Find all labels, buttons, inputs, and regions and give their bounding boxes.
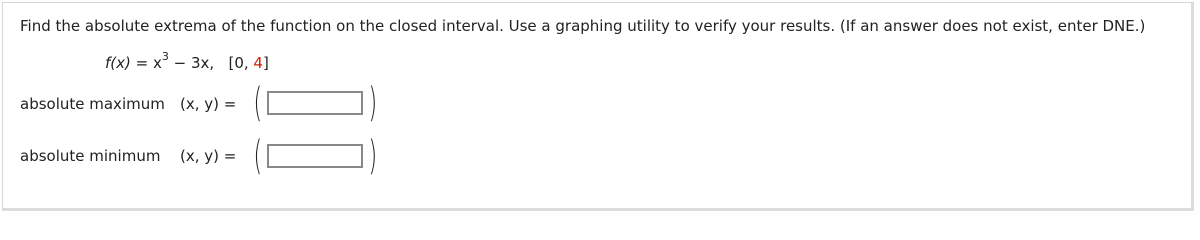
function-exponent: 3: [161, 50, 169, 63]
interval-open: [0,: [228, 54, 254, 72]
abs-min-left-paren: (: [253, 133, 263, 179]
question-prompt: Find the absolute extrema of the function on the closed interval. Use a graphing utility to verify your results. (If an answer does not exist, enter DNE.): [20, 17, 1146, 35]
abs-max-label: absolute maximum: [20, 95, 165, 113]
function-equation: [105, 52, 269, 72]
abs-min-right-paren: ): [368, 133, 378, 179]
abs-max-left-paren: (: [253, 80, 263, 126]
function-rest: − 3x,: [168, 54, 215, 72]
abs-max-answer-input[interactable]: [267, 91, 363, 115]
question-panel: [2, 2, 1194, 211]
interval-close: ]: [262, 54, 269, 72]
abs-max-right-paren: ): [368, 80, 378, 126]
abs-min-xy: (x, y) =: [180, 147, 237, 165]
function-lhs: f(x): [105, 54, 131, 72]
abs-min-answer-input[interactable]: [267, 144, 363, 168]
interval-endpoint: 4: [253, 54, 263, 72]
abs-max-xy: (x, y) =: [180, 95, 237, 113]
abs-min-label: absolute minimum: [20, 147, 161, 165]
function-eq: = x: [130, 54, 162, 72]
